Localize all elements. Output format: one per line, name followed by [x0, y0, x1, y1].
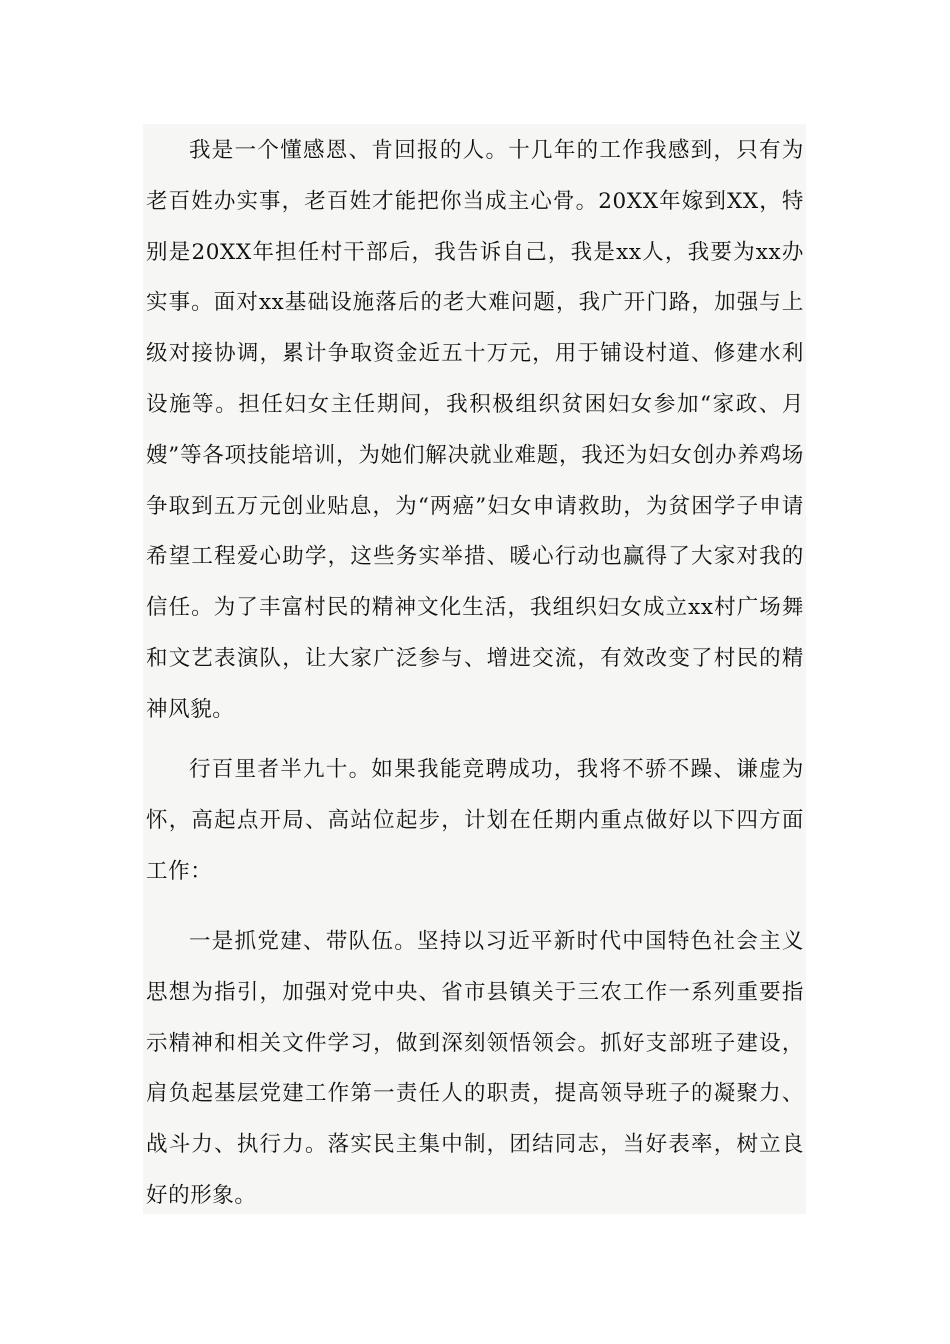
paragraph-experience: 我是一个懂感恩、肯回报的人。十几年的工作我感到，只有为老百姓办实事，老百姓才能把你当成主心骨。20XX年嫁到XX，特别是20XX年担任村干部后，我告诉自己，我是xx人，我要为xx办实事。面对xx基础设施落后的老大难问题，我广开门路，加强与上级对接协调，累计争取资金近五十万元，用于铺设村道、修建水利设施等。担任妇女主任期间，我积极组织贫困妇女参加“家政、月嫂”等各项技能培训，为她们解决就业难题，我还为妇女创办养鸡场争取到五万元创业贴息，为“两癌”妇女申请救助，为贫困学子申请希望工程爱心助学，这些务实举措、暖心行动也赢得了大家对我的信任。为了丰富村民的精神文化生活，我组织妇女成立xx村广场舞和文艺表演队，让大家广泛参与、增进交流，有效改变了村民的精神风貌。	[146, 138, 804, 722]
paragraph-party-building: 一是抓党建、带队伍。坚持以习近平新时代中国特色社会主义思想为指引，加强对党中央、省市县镇关于三农工作一系列重要指示精神和相关文件学习，做到深刻领悟领会。抓好支部班子建设，肩负起基层党建工作第一责任人的职责，提高领导班子的凝聚力、战斗力、执行力。落实民主集中制，团结同志，当好表率，树立良好的形象。	[146, 929, 804, 1208]
paragraph-plan-intro: 行百里者半九十。如果我能竞聘成功，我将不骄不躁、谦虚为怀，高起点开局、高站位起步，计划在任期内重点做好以下四方面工作：	[146, 757, 804, 884]
